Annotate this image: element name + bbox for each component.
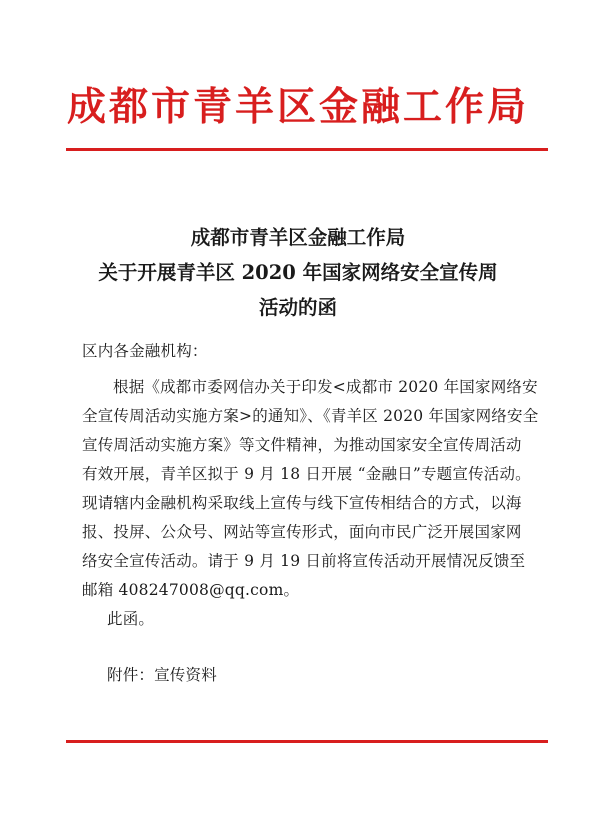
salutation: 区内各金融机构： xyxy=(82,342,208,360)
document-title-line-1: 成都市青羊区金融工作局 xyxy=(190,226,406,249)
paragraph-line: 现请辖内金融机构采取线上宣传与线下宣传相结合的方式，以海 xyxy=(82,494,522,512)
paragraph-line: 邮箱 408247008@qq.com。 xyxy=(82,581,300,599)
footer-rule xyxy=(66,740,548,743)
paragraph-line: 根据《成都市委网信办关于印发<成都市 2020 年国家网络安 xyxy=(113,378,538,396)
paragraph-line: 报、投屏、公众号、网站等宣传形式，面向市民广泛开展国家网 xyxy=(82,523,522,541)
document-title-line-3: 活动的函 xyxy=(258,296,337,319)
attachment-note: 附件：宣传资料 xyxy=(107,666,217,684)
paragraph-line: 络安全宣传活动。请于 9 月 19 日前将宣传活动开展情况反馈至 xyxy=(82,552,526,570)
closing-text: 此函。 xyxy=(107,610,155,628)
paragraph-line: 有效开展，青羊区拟于 9 月 18 日开展 “金融日”专题宣传活动。 xyxy=(82,465,531,483)
letterhead-rule-top xyxy=(66,148,548,151)
paragraph-line: 全宣传周活动实施方案>的通知》、《青羊区 2020 年国家网络安全 xyxy=(82,407,539,425)
document-title-line-2: 关于开展青羊区 2020 年国家网络安全宣传周 xyxy=(98,261,498,284)
paragraph-line: 宣传周活动实施方案》等文件精神，为推动国家安全宣传周活动 xyxy=(82,436,522,454)
letterhead-org-name: 成都市青羊区金融工作局 xyxy=(66,84,529,130)
